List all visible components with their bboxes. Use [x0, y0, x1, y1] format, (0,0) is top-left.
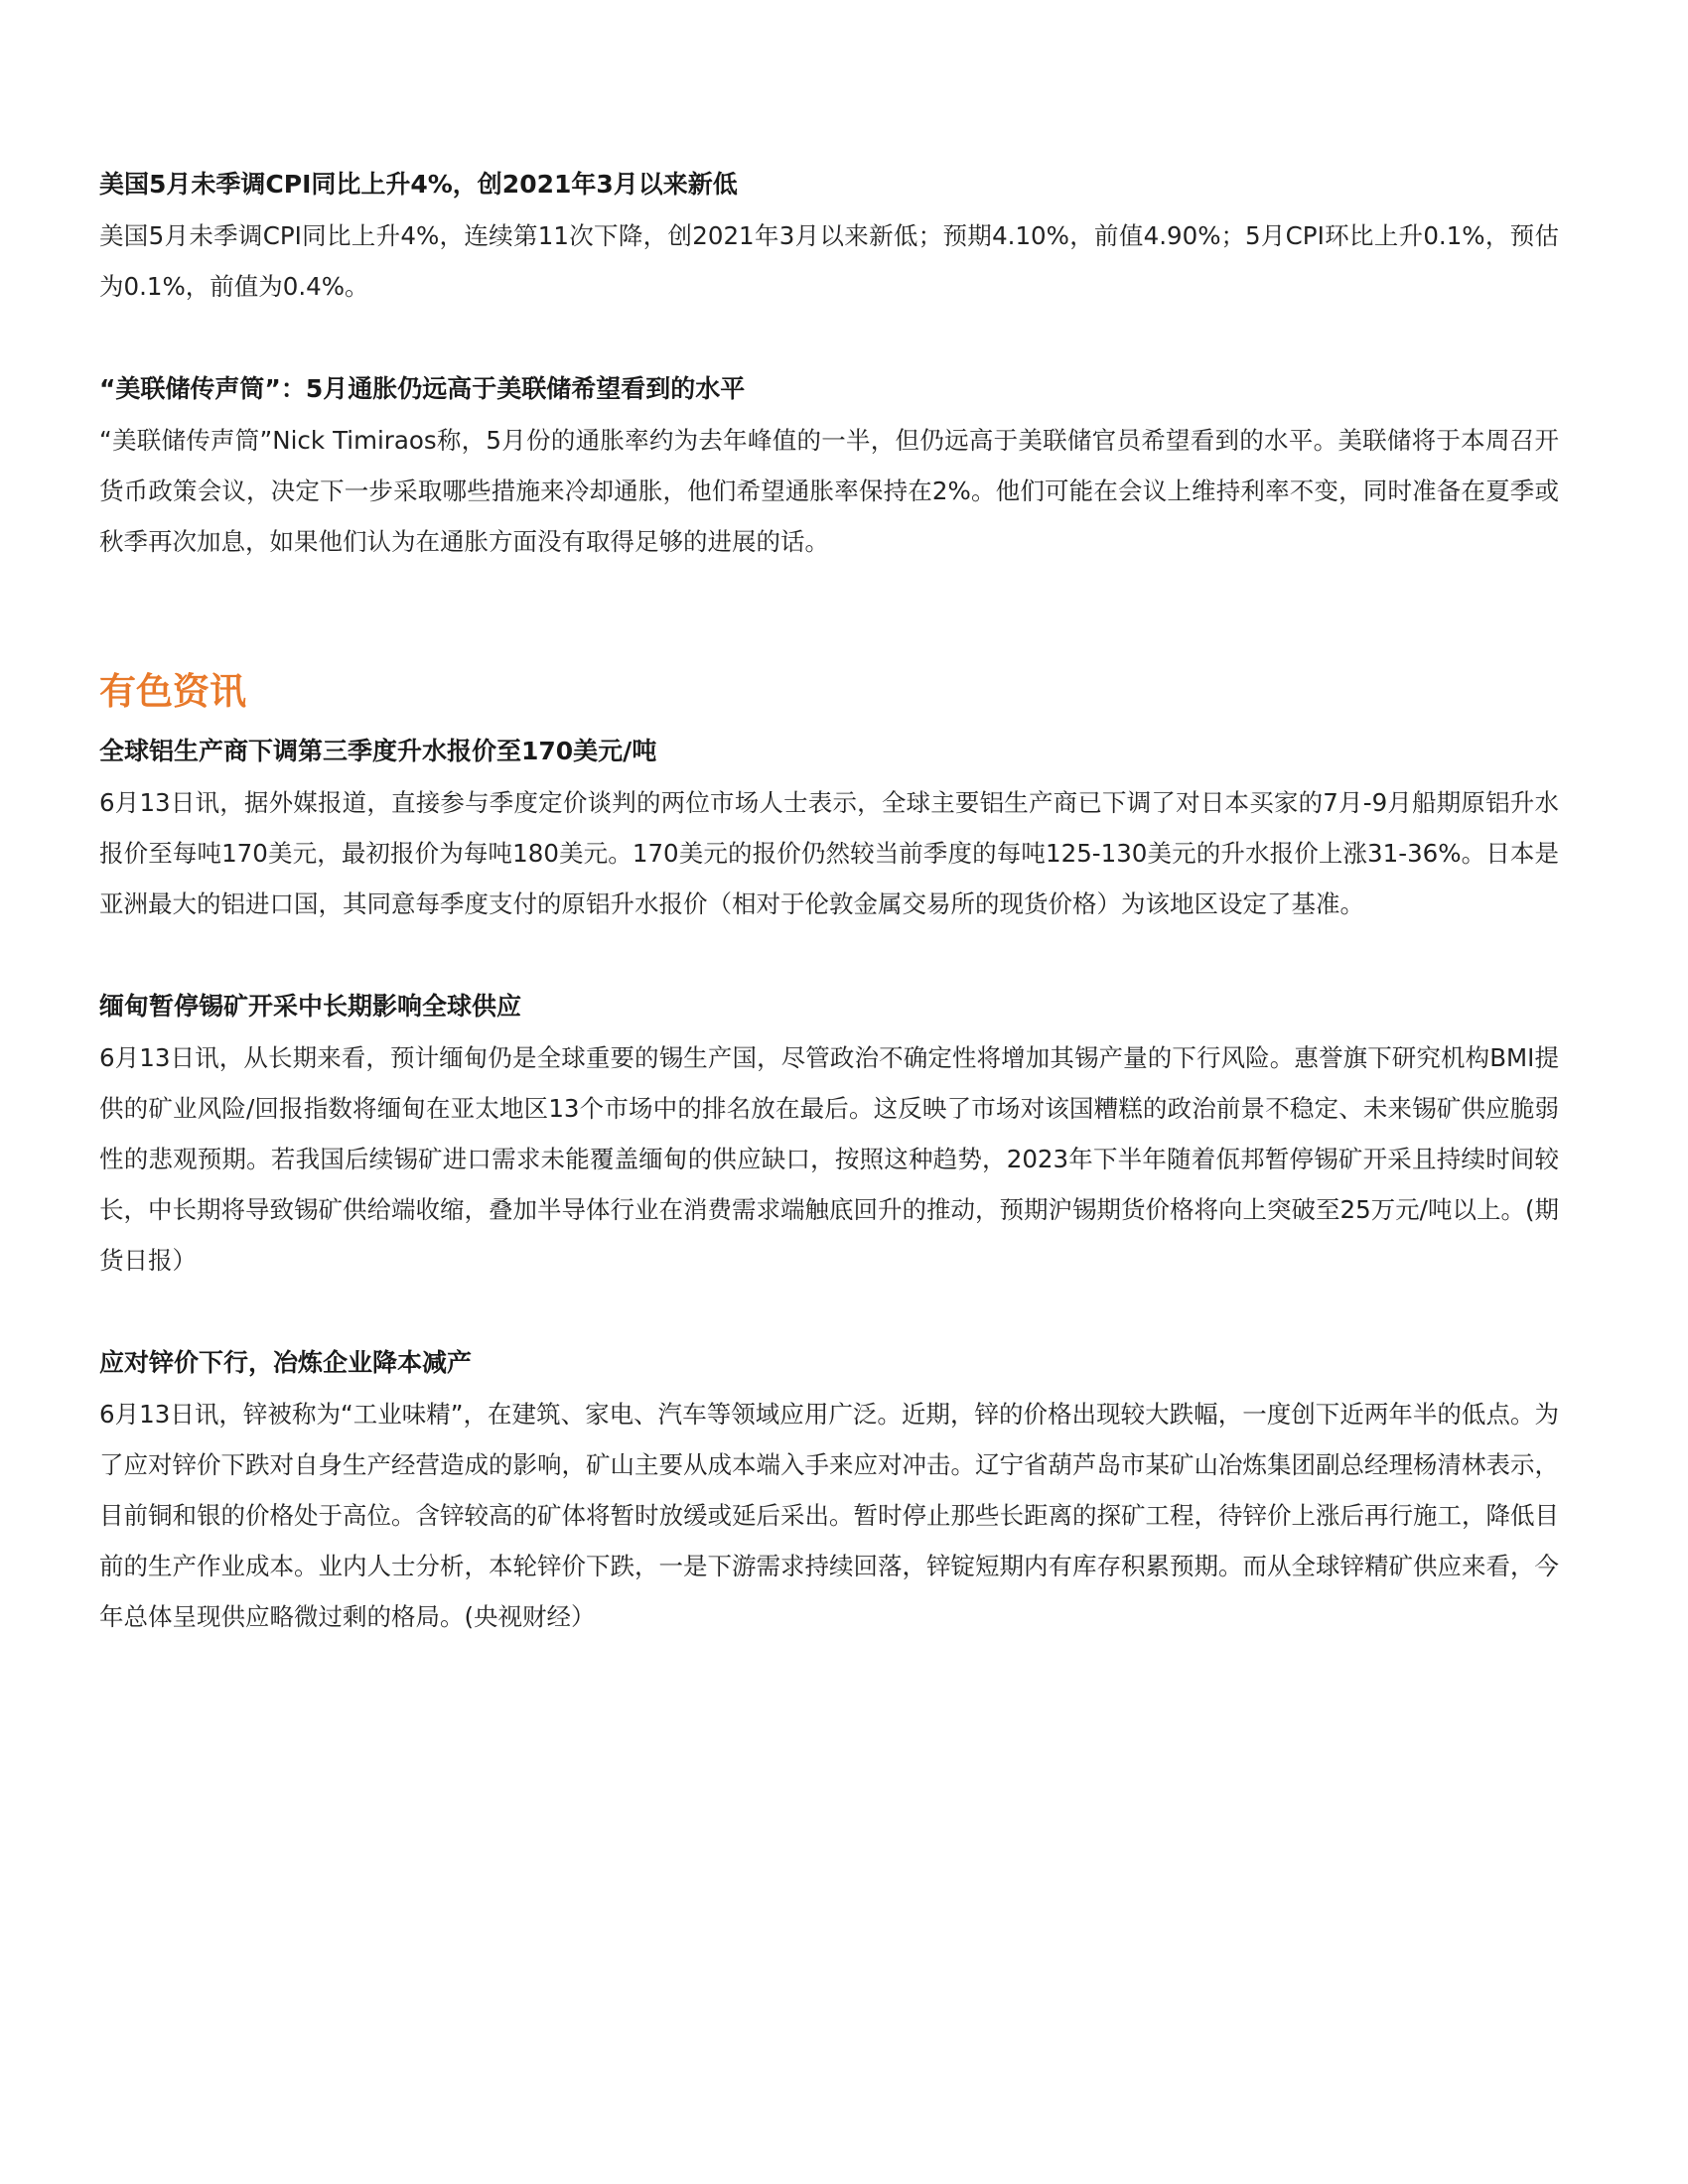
- spacer: [99, 929, 1559, 981]
- article-fed-mouthpiece: [99, 363, 1559, 567]
- article-title: “美联储传声筒”：5月通胀仍远高于美联储希望看到的水平: [99, 374, 746, 403]
- article-body: “美联储传声筒”Nick Timiraos称，5月份的通胀率约为去年峰值的一半，但仍远高于美联储官员希望看到的水平。美联储将于本周召开货币政策会议，决定下一步采取哪些措施来冷却通胀，他们希望通胀率保持在2%。他们可能在会议上维持利率不变，同时准备在夏季或秋季再次加息，如果他们认为在通胀方面没有取得足够的进展的话。: [99, 426, 1559, 556]
- article-zinc-smelters: [99, 1337, 1559, 1642]
- article-aluminium-premium: [99, 726, 1559, 929]
- spacer: [99, 1286, 1559, 1337]
- article-title: 全球铝生产商下调第三季度升水报价至170美元/吨: [99, 737, 657, 765]
- document-page: [99, 159, 1559, 1642]
- article-body: 美国5月未季调CPI同比上升4%，连续第11次下降，创2021年3月以来新低；预期4.10%，前值4.90%；5月CPI环比上升0.1%，预估为0.1%，前值为0.4%。: [99, 221, 1559, 301]
- article-body: 6月13日讯，从长期来看，预计缅甸仍是全球重要的锡生产国，尽管政治不确定性将增加其锡产量的下行风险。惠誉旗下研究机构BMI提供的矿业风险/回报指数将缅甸在亚太地区13个市场中的排名放在最后。这反映了市场对该国糟糕的政治前景不稳定、未来锡矿供应脆弱性的悲观预期。若我国后续锡矿进口需求未能覆盖缅甸的供应缺口，按照这种趋势，2023年下半年随着佤邦暂停锡矿开采且持续时间较长，中长期将导致锡矿供给端收缩，叠加半导体行业在消费需求端触底回升的推动，预期沪锡期货价格将向上突破至25万元/吨以上。(期货日报）: [99, 1043, 1559, 1275]
- article-title: 美国5月未季调CPI同比上升4%，创2021年3月以来新低: [99, 170, 738, 199]
- article-body: 6月13日讯，据外媒报道，直接参与季度定价谈判的两位市场人士表示，全球主要铝生产商已下调了对日本买家的7月-9月船期原铝升水报价至每吨170美元，最初报价为每吨180美元。170美元的报价仍然较当前季度的每吨125-130美元的升水报价上涨31-36%。日本是亚洲最大的铝进口国，其同意每季度支付的原铝升水报价（相对于伦敦金属交易所的现货价格）为该地区设定了基准。: [99, 788, 1559, 918]
- article-title: 缅甸暂停锡矿开采中长期影响全球供应: [99, 992, 522, 1021]
- article-title: 应对锌价下行，冶炼企业降本减产: [99, 1348, 473, 1377]
- section-heading-nonferrous: 有色资讯: [99, 670, 246, 713]
- article-myanmar-tin: [99, 981, 1559, 1286]
- article-us-cpi: [99, 159, 1559, 312]
- article-body: 6月13日讯，锌被称为“工业味精”，在建筑、家电、汽车等领域应用广泛。近期，锌的价格出现较大跌幅，一度创下近两年半的低点。为了应对锌价下跌对自身生产经营造成的影响，矿山主要从成本端入手来应对冲击。辽宁省葫芦岛市某矿山冶炼集团副总经理杨清林表示，目前铜和银的价格处于高位。含锌较高的矿体将暂时放缓或延后采出。暂时停止那些长距离的探矿工程，待锌价上涨后再行施工，降低目前的生产作业成本。业内人士分析，本轮锌价下跌，一是下游需求持续回落，锌锭短期内有库存积累预期。而从全球锌精矿供应来看，今年总体呈现供应略微过剩的格局。(央视财经）: [99, 1400, 1559, 1631]
- spacer: [99, 312, 1559, 363]
- spacer: [99, 567, 1559, 662]
